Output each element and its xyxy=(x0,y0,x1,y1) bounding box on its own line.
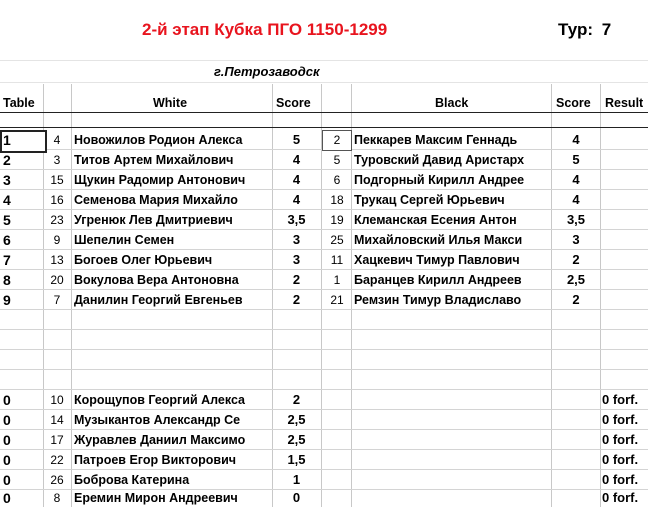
white-player: Корощупов Георгий Алекса xyxy=(74,393,246,407)
white-score: 2 xyxy=(292,272,301,287)
black-player: Ремзин Тимур Владиславо xyxy=(354,293,522,307)
table-number: 8 xyxy=(3,272,11,288)
white-number: 3 xyxy=(53,153,61,167)
table-row[interactable] xyxy=(0,250,648,270)
grid-line xyxy=(0,82,648,83)
black-score: 4 xyxy=(572,192,580,207)
white-score: 1 xyxy=(292,472,301,487)
white-score: 3,5 xyxy=(287,212,306,227)
white-number: 14 xyxy=(50,413,64,427)
table-number: 0 xyxy=(3,452,11,468)
table-row[interactable] xyxy=(0,230,648,250)
table-number: 0 xyxy=(3,490,11,506)
black-score: 2 xyxy=(572,252,580,267)
white-score: 2,5 xyxy=(287,432,306,447)
table-row[interactable] xyxy=(0,390,648,410)
table-row[interactable] xyxy=(0,150,648,170)
white-score: 2,5 xyxy=(287,412,306,427)
result xyxy=(602,290,648,310)
white-player: Журавлев Даниил Максимо xyxy=(74,433,246,447)
white-score: 4 xyxy=(292,152,301,167)
black-player: Туровский Давид Аристарх xyxy=(354,153,525,167)
black-score: 2,5 xyxy=(566,272,586,287)
black-number: 21 xyxy=(330,293,344,307)
table-number: 0 xyxy=(3,472,11,488)
white-number: 17 xyxy=(50,433,64,447)
white-player: Угренюк Лев Дмитриевич xyxy=(74,213,233,227)
table-number: 1 xyxy=(3,132,11,148)
result: 0 forf. xyxy=(602,452,639,467)
white-score: 0 xyxy=(292,490,301,505)
result: 0 forf. xyxy=(602,432,639,447)
black-player: Трукац Сергей Юрьевич xyxy=(354,193,505,207)
black-number: 1 xyxy=(333,273,341,287)
white-player: Боброва Катерина xyxy=(74,473,190,487)
black-player: Подгорный Кирилл Андрее xyxy=(354,173,525,187)
black-score: 4 xyxy=(572,132,580,147)
black-score: 5 xyxy=(572,152,580,167)
white-number: 4 xyxy=(53,133,61,147)
white-score: 5 xyxy=(292,132,301,147)
column-header-result: Result xyxy=(605,96,644,110)
black-number: 25 xyxy=(330,233,344,247)
white-score: 4 xyxy=(292,172,301,187)
column-header-table: Table xyxy=(3,96,35,110)
table-row[interactable] xyxy=(0,290,648,310)
white-player: Шепелин Семен xyxy=(74,233,175,247)
result: 0 forf. xyxy=(602,472,639,487)
tour-label: Тур: xyxy=(558,20,594,39)
white-player: Титов Артем Михайлович xyxy=(74,153,234,167)
black-score: 4 xyxy=(572,172,580,187)
result xyxy=(602,150,648,170)
white-player: Вокулова Вера Антоновна xyxy=(74,273,239,287)
white-player: Патроев Егор Викторович xyxy=(74,453,237,467)
table-row[interactable] xyxy=(0,170,648,190)
grid-line xyxy=(0,369,648,370)
result xyxy=(602,190,648,210)
result: 0 forf. xyxy=(602,490,639,505)
column-header-black: Black xyxy=(435,96,469,110)
result xyxy=(602,270,648,290)
result xyxy=(602,230,648,250)
white-player: Щукин Радомир Антонович xyxy=(74,173,246,187)
black-score: 2 xyxy=(572,292,580,307)
white-player: Новожилов Родион Алекса xyxy=(74,133,243,147)
black-score: 3,5 xyxy=(566,212,586,227)
white-number: 15 xyxy=(50,173,64,187)
table-number: 6 xyxy=(3,232,11,248)
table-row[interactable] xyxy=(0,410,648,430)
white-player: Богоев Олег Юрьевич xyxy=(74,253,213,267)
black-number: 11 xyxy=(330,253,344,267)
grid-line xyxy=(0,349,648,350)
table-number: 0 xyxy=(3,412,11,428)
white-number: 23 xyxy=(50,213,64,227)
black-player: Хацкевич Тимур Павлович xyxy=(354,253,520,267)
column-header-score-black: Score xyxy=(556,96,591,110)
result xyxy=(602,170,648,190)
white-number: 26 xyxy=(50,473,64,487)
black-score: 3 xyxy=(572,232,580,247)
table-number: 7 xyxy=(3,252,11,268)
white-number: 9 xyxy=(53,233,61,247)
black-player: Михайловский Илья Макси xyxy=(354,233,523,247)
column-header-score-white: Score xyxy=(276,96,311,110)
table-number: 4 xyxy=(3,192,11,208)
city-label: г.Петрозаводск xyxy=(214,64,320,79)
white-score: 4 xyxy=(292,192,301,207)
black-number: 6 xyxy=(333,173,341,187)
white-player: Семенова Мария Михайло xyxy=(74,193,238,207)
black-number: 5 xyxy=(333,153,341,167)
grid-line xyxy=(0,329,648,330)
white-number: 13 xyxy=(50,253,64,267)
white-number: 7 xyxy=(53,293,61,307)
white-player: Музыкантов Александр Се xyxy=(74,413,241,427)
white-score: 2 xyxy=(292,392,301,407)
result xyxy=(602,210,648,230)
tour-info xyxy=(558,20,611,40)
table-row[interactable] xyxy=(0,210,648,230)
white-number: 16 xyxy=(50,193,64,207)
table-number: 9 xyxy=(3,292,11,308)
black-number: 19 xyxy=(330,213,344,227)
table-row[interactable] xyxy=(0,470,648,490)
table-row[interactable] xyxy=(0,450,648,470)
result xyxy=(602,250,648,270)
black-player: Пеккарев Максим Геннадь xyxy=(354,133,518,147)
tour-number: 7 xyxy=(601,20,612,39)
header-underline xyxy=(0,127,648,128)
white-score: 3 xyxy=(292,232,301,247)
table-number: 3 xyxy=(3,172,11,188)
white-score: 2 xyxy=(292,292,301,307)
white-player: Еремин Мирон Андреевич xyxy=(74,491,238,505)
result xyxy=(602,130,648,150)
header-underline xyxy=(0,112,648,113)
black-number: 2 xyxy=(333,133,341,147)
table-row[interactable] xyxy=(0,488,648,507)
table-number: 0 xyxy=(3,392,11,408)
white-score: 3 xyxy=(292,252,301,267)
white-player: Данилин Георгий Евгеньев xyxy=(74,293,243,307)
black-player: Клеманская Есения Антон xyxy=(354,213,517,227)
grid-line xyxy=(0,60,648,61)
result: 0 forf. xyxy=(602,392,639,407)
table-number: 2 xyxy=(3,152,11,168)
white-number: 22 xyxy=(50,453,64,467)
black-number: 18 xyxy=(330,193,344,207)
white-number: 20 xyxy=(50,273,64,287)
white-number: 8 xyxy=(53,491,61,505)
black-player: Баранцев Кирилл Андреев xyxy=(354,273,522,287)
table-row[interactable] xyxy=(0,190,648,210)
table-row[interactable] xyxy=(0,130,648,150)
column-header-white: White xyxy=(153,96,188,110)
table-row[interactable] xyxy=(0,430,648,450)
table-number: 5 xyxy=(3,212,11,228)
page-title: 2-й этап Кубка ПГО 1150-1299 xyxy=(142,20,388,39)
result: 0 forf. xyxy=(602,412,639,427)
white-number: 10 xyxy=(50,393,64,407)
table-row[interactable] xyxy=(0,270,648,290)
table-number: 0 xyxy=(3,432,11,448)
white-score: 1,5 xyxy=(287,452,306,467)
